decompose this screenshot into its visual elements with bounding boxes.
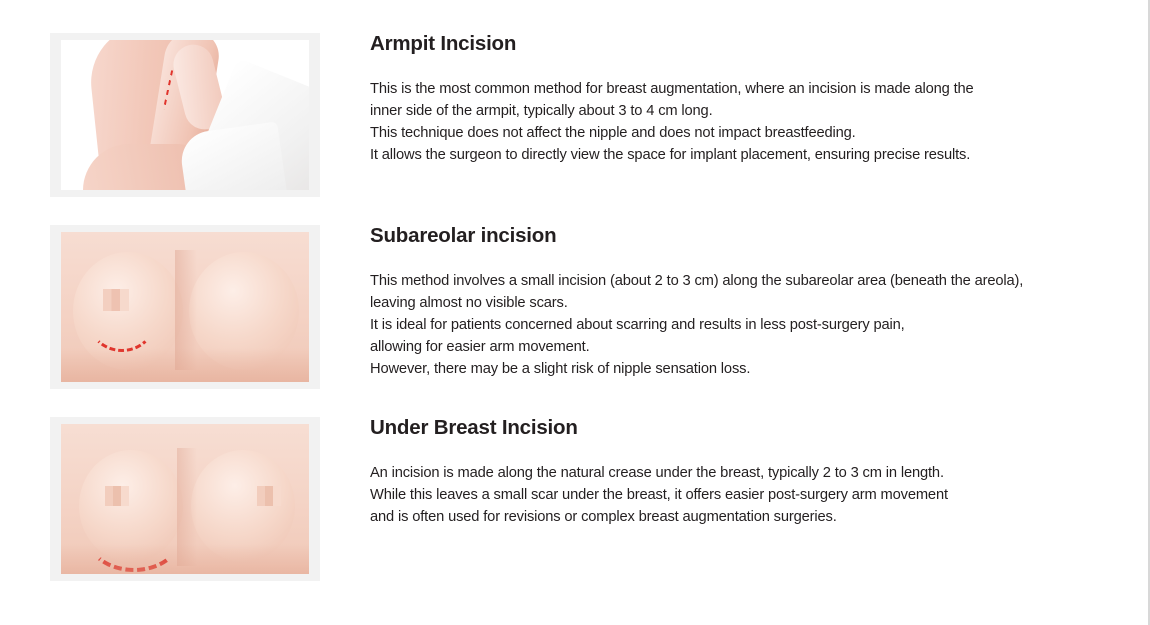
body-line: It allows the surgeon to directly view the space for implant placement, ensuring precise results. <box>370 147 971 164</box>
body-line: leaving almost no visible scars. <box>370 294 568 311</box>
section-text-column <box>320 225 1148 381</box>
pixelated-censor-block <box>257 486 281 506</box>
incision-marker-icon <box>88 290 156 352</box>
section-text-column <box>320 417 1148 528</box>
content-section <box>0 389 1148 581</box>
under-breast-incision-illustration <box>61 424 309 574</box>
body-line: and is often used for revisions or complex breast augmentation surgeries. <box>370 508 837 525</box>
body-line: It is ideal for patients concerned about scarring and results in less post-surgery pain, <box>370 316 905 333</box>
page-title: Under Breast Incision <box>370 416 578 439</box>
armpit-incision-illustration <box>61 40 309 190</box>
illustration-bottom-shade <box>61 348 309 382</box>
section-body <box>370 78 1148 167</box>
content-section <box>0 0 1148 197</box>
image-frame <box>50 417 320 581</box>
section-body <box>370 270 1148 381</box>
body-line: While this leaves a small scar under the breast, it offers easier post-surgery arm movement <box>370 486 948 503</box>
body-line: This is the most common method for breast augmentation, where an incision is made along the <box>370 80 974 97</box>
content-section <box>0 197 1148 389</box>
body-line: This method involves a small incision (about 2 to 3 cm) along the subareolar area (beneath the areola), <box>370 272 1024 289</box>
section-text-column <box>320 33 1148 166</box>
page-title: Armpit Incision <box>370 32 517 55</box>
image-frame <box>50 225 320 389</box>
illustration-bottom-shade <box>61 544 309 574</box>
section-body <box>370 462 1148 529</box>
body-line: However, there may be a slight risk of nipple sensation loss. <box>370 361 751 378</box>
body-line: inner side of the armpit, typically about 3 to 4 cm long. <box>370 102 713 119</box>
body-line: allowing for easier arm movement. <box>370 339 590 356</box>
subareolar-incision-illustration <box>61 232 309 382</box>
page-title: Subareolar incision <box>370 224 557 247</box>
body-line: An incision is made along the natural crease under the breast, typically 2 to 3 cm in length. <box>370 464 944 481</box>
image-frame <box>50 33 320 197</box>
body-line: This technique does not affect the nipple and does not impact breastfeeding. <box>370 124 856 141</box>
